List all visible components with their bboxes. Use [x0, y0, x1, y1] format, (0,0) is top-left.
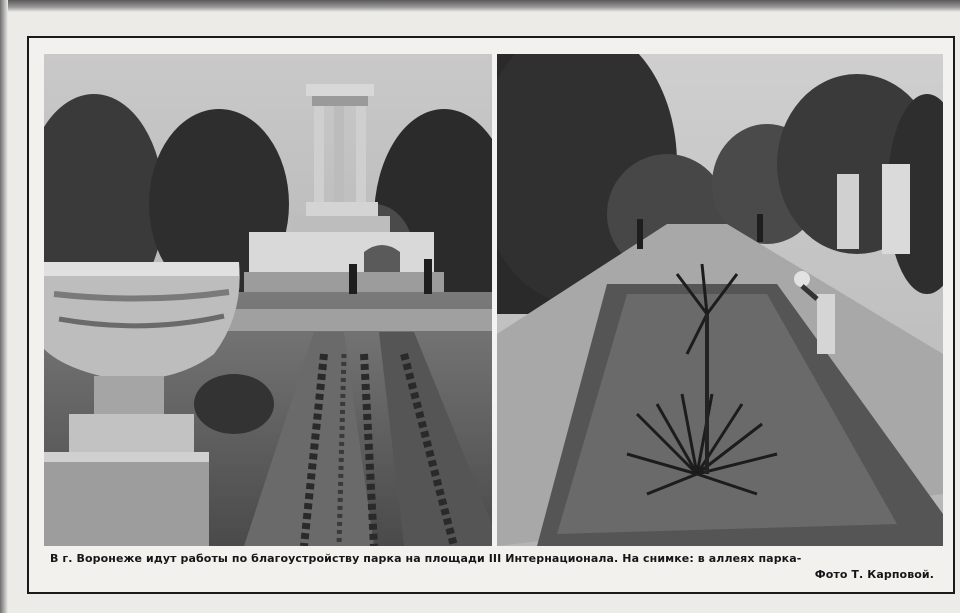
photo-caption — [44, 550, 944, 590]
photo-credit: Фото Т. Карповой. — [814, 568, 934, 581]
photo-fountain — [44, 54, 492, 546]
photo-park-alley — [497, 54, 943, 546]
scan-left-edge — [0, 0, 8, 613]
caption-text: В г. Воронеже идут работы по благоустройству парка на площади III Интернационала. На снимке: в аллеях парка- — [50, 552, 802, 565]
scan-top-edge — [0, 0, 960, 12]
